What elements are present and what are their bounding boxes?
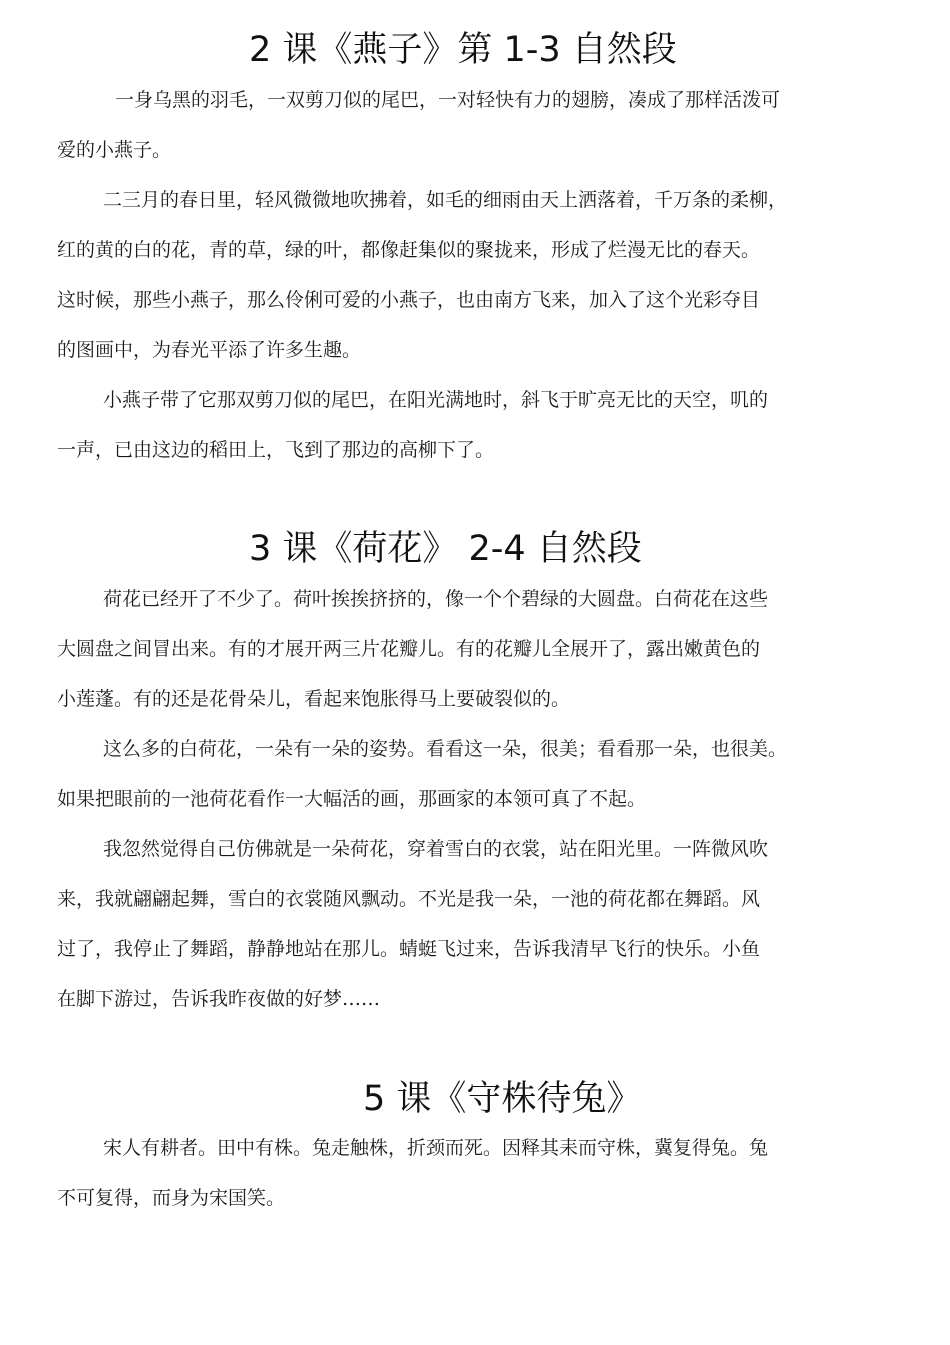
paragraph-line: 小燕子带了它那双剪刀似的尾巴，在阳光满地时，斜飞于旷亮无比的天空，叽的 bbox=[103, 389, 769, 411]
paragraph-line: 二三月的春日里，轻风微微地吹拂着，如毛的细雨由天上洒落着，千万条的柔柳， bbox=[103, 189, 788, 211]
paragraph-line: 宋人有耕者。田中有株。兔走触株，折颈而死。因释其耒而守株，冀复得兔。兔 bbox=[103, 1137, 769, 1159]
paragraph-line: 一声，已由这边的稻田上，飞到了那边的高柳下了。 bbox=[57, 439, 495, 461]
paragraph-line: 过了，我停止了舞蹈，静静地站在那儿。蜻蜓飞过来，告诉我清早飞行的快乐。小鱼 bbox=[57, 938, 761, 960]
section-title-rabbit: 5 课《守株待兔》 bbox=[363, 1079, 642, 1119]
paragraph-line: 这么多的白荷花，一朵有一朵的姿势。看看这一朵，很美；看看那一朵，也很美。 bbox=[103, 738, 788, 760]
section-title-swallow: 2 课《燕子》第 1-3 自然段 bbox=[249, 30, 677, 70]
paragraph-line: 大圆盘之间冒出来。有的才展开两三片花瓣儿。有的花瓣儿全展开了，露出嫩黄色的 bbox=[57, 638, 761, 660]
paragraph-line: 荷花已经开了不少了。荷叶挨挨挤挤的，像一个个碧绿的大圆盘。白荷花在这些 bbox=[103, 588, 769, 610]
paragraph-line: 如果把眼前的一池荷花看作一大幅活的画，那画家的本领可真了不起。 bbox=[57, 788, 647, 810]
paragraph-line: 在脚下游过，告诉我昨夜做的好梦…… bbox=[57, 988, 381, 1010]
paragraph-line: 小莲蓬。有的还是花骨朵儿，看起来饱胀得马上要破裂似的。 bbox=[57, 688, 571, 710]
paragraph-line: 红的黄的白的花，青的草，绿的叶，都像赶集似的聚拢来，形成了烂漫无比的春天。 bbox=[57, 239, 761, 261]
paragraph-line: 不可复得，而身为宋国笑。 bbox=[57, 1187, 286, 1209]
paragraph-line: 来，我就翩翩起舞，雪白的衣裳随风飘动。不光是我一朵，一池的荷花都在舞蹈。风 bbox=[57, 888, 761, 910]
paragraph-line: 的图画中，为春光平添了许多生趣。 bbox=[57, 339, 362, 361]
paragraph-line: 我忽然觉得自己仿佛就是一朵荷花，穿着雪白的衣裳，站在阳光里。一阵微风吹 bbox=[103, 838, 769, 860]
paragraph-line: 一身乌黑的羽毛，一双剪刀似的尾巴，一对轻快有力的翅膀，凑成了那样活泼可 bbox=[115, 89, 781, 111]
section-title-lotus: 3 课《荷花》 2-4 自然段 bbox=[249, 529, 642, 569]
paragraph-line: 这时候，那些小燕子，那么伶俐可爱的小燕子，也由南方飞来，加入了这个光彩夺目 bbox=[57, 289, 761, 311]
paragraph-line: 爱的小燕子。 bbox=[57, 139, 172, 161]
